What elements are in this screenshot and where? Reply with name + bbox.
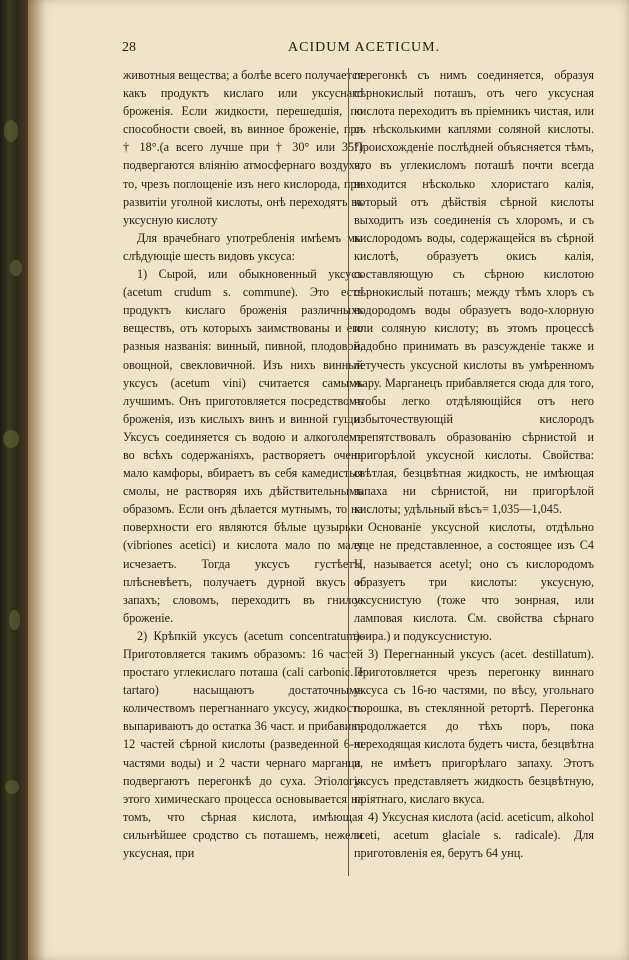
paragraph: животныя вещества; а болѣе всего получается какъ продуктъ кислаго или уксуснаго броженія. Если жидкости, перешедшія, по способности своей, въ винное броженіе, при † 18°.(а всего лучше при † 30° или 35°) подвергаются вліянію атмосфернаго воздуха, то, чрезъ поглощеніе изъ него кислорода, при развитіи уголной кислоты, онѣ переходятъ въ уксусную кислоту — [123, 68, 363, 227]
paragraph: Для врачебнаго употребленія имѣемъ мы слѣдующіе шесть видовъ уксуса: — [123, 230, 363, 263]
paragraph: 2) Крѣпкій уксусъ (acetum concentratum). Приготовляется такимъ образомъ: 16 частей простаго углекислаго поташа (cali carbonic. e tartaro) насыщаютъ достаточнымъ количествомъ перегнаннаго уксусу, жидкость выпариваютъ до остатка 36 част. и прибавивъ 12 частей сѣрной кислоты (разведенной 6-ю частями воды) и 2 части чернаго марганца, подвергаютъ перегонкѣ до суха. Этіологія этого химическаго процесса основывается на томъ, что сѣрная кислота, имѣющая сильнѣйшее сродство съ поташемъ, нежели уксусная, при — [123, 628, 363, 861]
paragraph: 3) Перегнанный уксусъ (acet. destillatum). Приготовляется чрезъ перегонку виннаго уксуса съ 16-ю частями, по вѣсу, угольнаго порошка, въ стеклянной ретортѣ. Перегонка продолжается до тѣхъ поръ, пока переходящая кислота будетъ чиста, безцвѣтна и не имѣетъ пригорѣлаго запаху. Этотъ уксусъ представляетъ жидкость безцвѣтную, пріятнаго, кислаго вкуса. — [354, 647, 594, 806]
paragraph: 1) Сырой, или обыкновенный уксусъ (acetum crudum s. commune). Это есть продуктъ кислаго броженія различныхъ веществъ, отъ которыхъ заимствованы и его разныя названія: винный, пивной, плодовой, овощной, свекловичной. Изъ нихъ винный уксусъ (acetum vini) считается самымъ лучшимъ. Онъ приготовляется посредствомъ броженія, изъ кислыхъ винъ и винной гущи. Уксусъ соединяется съ водою и алкоголемъ во всѣхъ содержаніяхъ, растворяетъ очень мало камфоры, вбираетъ въ себя камедистыя смолы, не растворяя ихъ дѣйствительнымъ образомъ. Если онъ дѣлается мутнымъ, то на поверхности его являются бѣлые цузырьки (vibriones aceticі) и кислота мало по малу исчезаетъ. Тогда уксусъ густѣетъ, плѣсневѣетъ, получаетъ дурной вкусъ и запахъ; словомъ, переходитъ въ гнилое броженіе. — [123, 267, 363, 625]
book-page — [28, 0, 629, 960]
paragraph: Основаніе уксусной кислоты, отдѣльно еще не представленное, а состоящее изъ C4 H, называется acetyl; оно съ кислородомъ образуетъ три кислоты: уксусную, уксуснистую (тоже что эонрная, или ламповая кислота. См. свойства сѣрнаго эѳира.) и подуксуснистую. — [354, 520, 594, 643]
paragraph: перегонкѣ съ нимъ соединяется, образуя сѣрнокислый поташъ, отъ чего уксусная кислота переходитъ въ пріемникъ чистая, или съ нѣсколькими каплями соляной кислоты. Происхожденіе послѣдней объясняется тѣмъ, что въ углекисломъ поташѣ почти всегда находится нѣсколько хлористаго калія, который отъ дѣйствія сѣрной кислоты выходитъ изъ соединенія съ хлоромъ, и съ кислородомъ воды, содержащейся въ сѣрной кислотѣ, образуетъ окисъ калія, составляющую съ сѣрною кислотою сѣрнокислый поташъ; между тѣмъ хлоръ съ водородомъ воды образуетъ водо-хлорную или соляную кислоту; въ этомъ процессѣ надобно принимать въ разсужденіе также и летучесть уксусной кислоты въ умѣренномъ жару. Марганецъ прибавляется сюда для того, чтобы легко отдѣляющійся отъ него избыточествующій кислородъ препятствовалъ образованію сѣрнистой и пригорѣлой уксусной кислоты. Свойства: свѣтлая, безцвѣтная жидкость, не имѣющая запаха ни сѣрнистой, ни пригорѣлой кислоты; удѣльный вѣсъ= 1,035—1,045. — [354, 68, 594, 517]
column-divider — [348, 68, 349, 876]
right-column — [354, 66, 594, 862]
left-column — [123, 66, 363, 862]
page-number: 28 — [122, 40, 136, 55]
spine-shadow — [28, 0, 46, 960]
page-header — [28, 40, 628, 58]
running-head: ACIDUM ACETICUM. — [288, 40, 441, 55]
paragraph: 4) Уксусная кислота (acid. aceticum, alkohol aceti, acetum glaciale s. radicale). Для приготовленія ея, берутъ 64 унц. — [354, 809, 594, 861]
book-edge — [0, 0, 28, 960]
